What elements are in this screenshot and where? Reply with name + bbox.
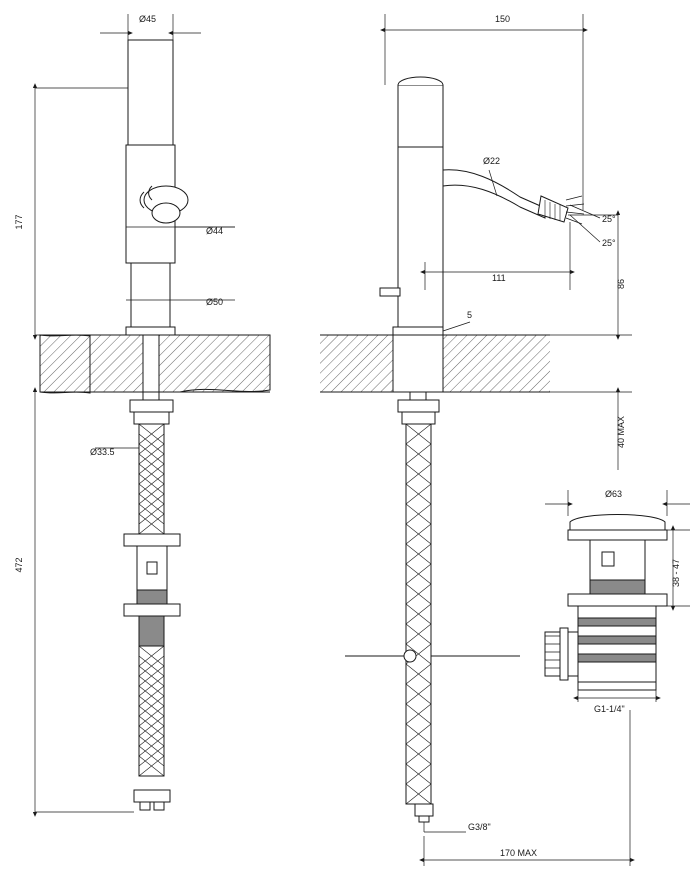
front-view-geometry	[124, 40, 188, 810]
dim-label: 111	[492, 273, 506, 283]
dim-label: 25°	[602, 214, 616, 224]
dim-label: Ø63	[605, 489, 623, 499]
dimension-labels	[14, 14, 681, 858]
dim-label: Ø33.5	[90, 447, 115, 457]
dim-label: G3/8"	[468, 822, 491, 832]
front-view-deck-hatch	[40, 335, 270, 393]
dim-label: Ø50	[206, 297, 224, 307]
dim-label: Ø22	[483, 156, 501, 166]
dim-label: Ø45	[139, 14, 157, 24]
side-view-geometry	[345, 77, 584, 822]
dim-label: 38 - 47	[671, 558, 681, 588]
dim-label: 150	[495, 14, 511, 24]
dim-label: 5	[467, 310, 473, 320]
dim-label: 177	[14, 214, 24, 230]
side-view-deck-hatch	[320, 335, 550, 392]
dim-label: 86	[616, 278, 626, 290]
dim-label: 170 MAX	[500, 848, 538, 858]
waste-detail-geometry	[545, 515, 667, 691]
dim-label: 25°	[602, 238, 616, 248]
dim-label: Ø44	[206, 226, 224, 236]
dim-label: 472	[14, 557, 24, 573]
dim-label: G1-1/4"	[594, 704, 625, 714]
dim-label: 40 MAX	[616, 415, 626, 449]
